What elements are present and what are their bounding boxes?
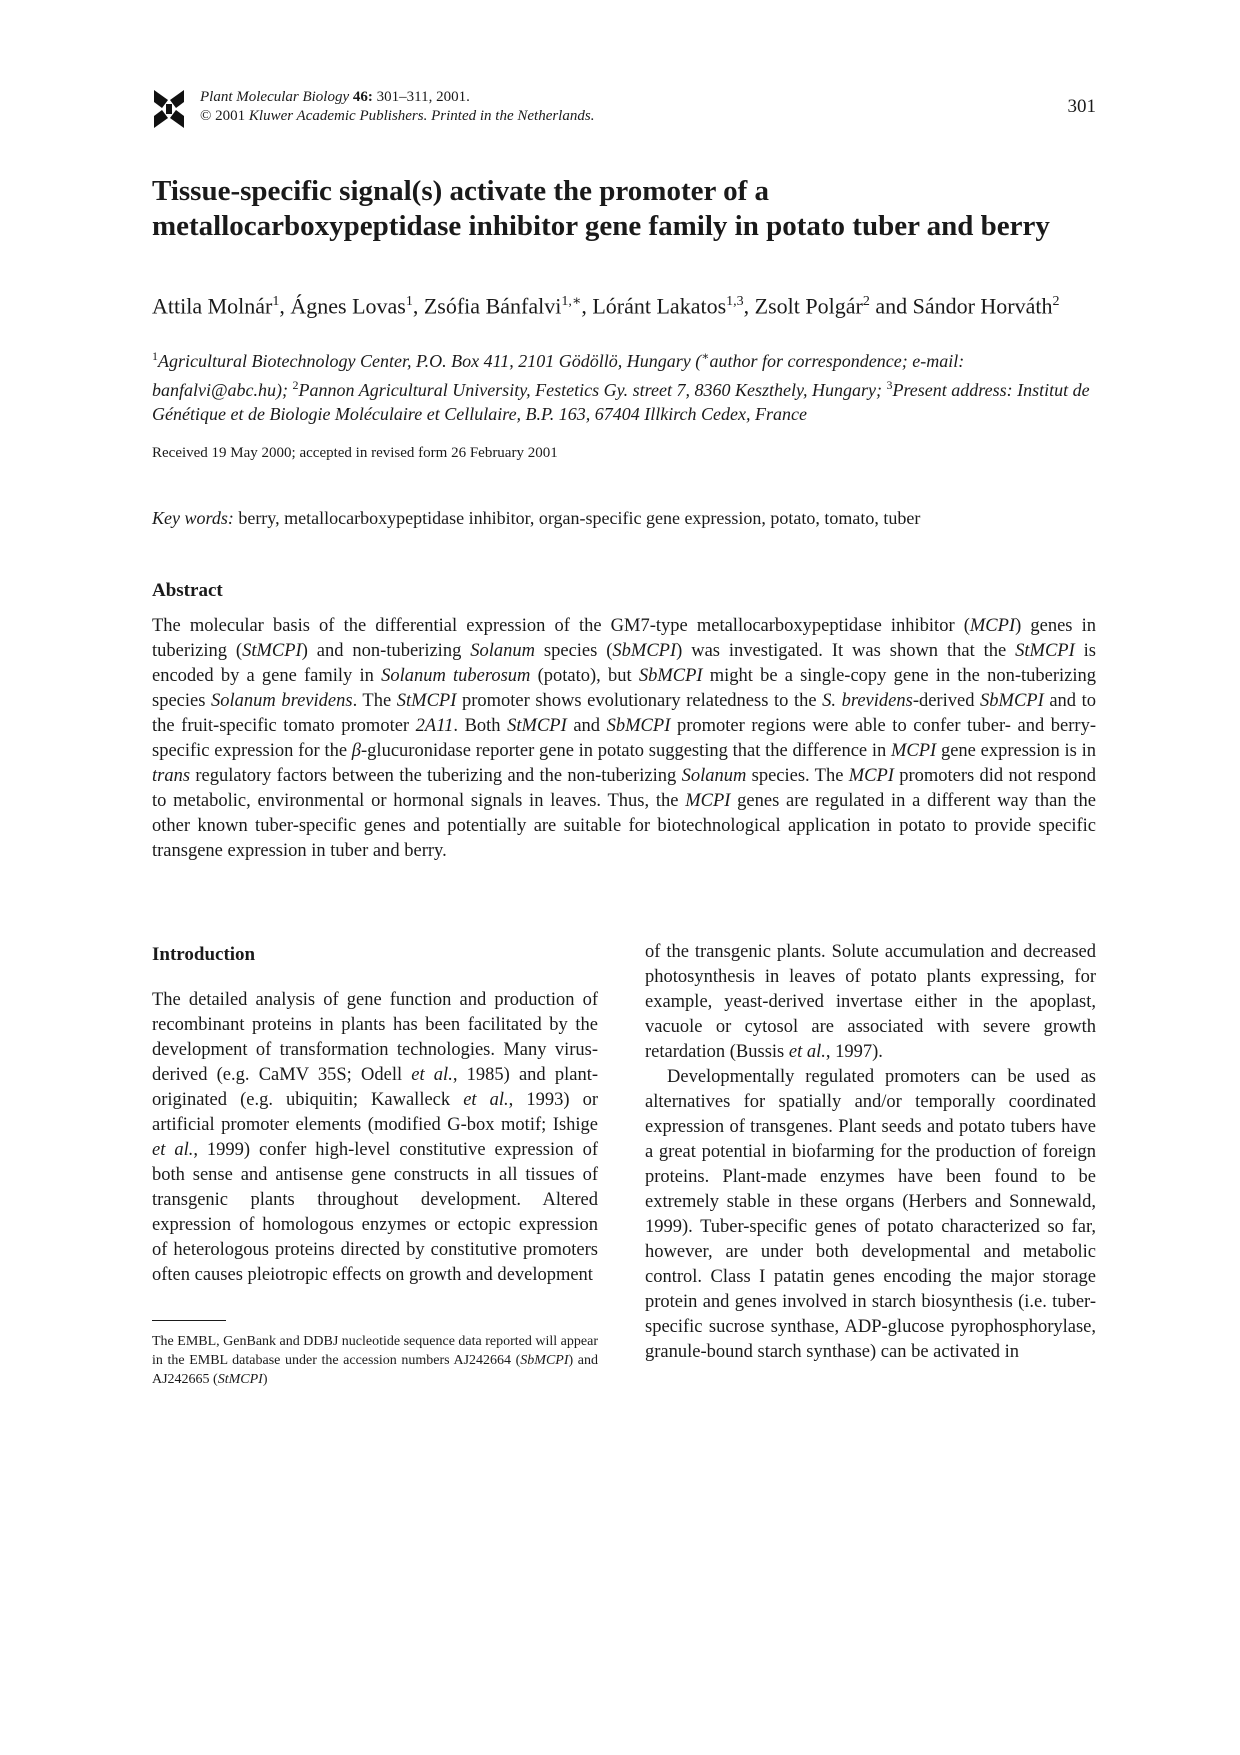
author-name: , Zsófia Bánfalvi: [412, 293, 562, 319]
abstract-text: and to the fruit-specific tomato promoter: [152, 691, 1096, 736]
abstract-italic: S. brevidens: [822, 691, 913, 711]
affil-sup: 2: [292, 378, 299, 392]
abstract-text: ) genes in tuberizing (: [152, 616, 1096, 661]
introduction-heading: Introduction: [152, 944, 256, 965]
affil-text: author for correspondence; e-mail: banfalvi@abc.hu);: [152, 351, 965, 400]
intro-paragraph: [645, 940, 1096, 1065]
abstract-italic: MCPI: [685, 791, 731, 811]
abstract-heading: Abstract: [152, 580, 223, 601]
abstract-italic: trans: [152, 766, 191, 786]
intro-text: , 1999) confer high-level constitutive expression of both sense and antisense gene constructs in all tissues of transgenic plants throughout development. Altered expression of homologous enzymes or ectopic expression of heterologous proteins directed by constitutive promoters often causes pleiotropic effects on growth and development: [152, 1140, 598, 1285]
affil-text: Agricultural Biotechnology Center, P.O. Box 411, 2101 Gödöllö, Hungary (: [158, 351, 702, 371]
abstract-italic: SbMCPI: [980, 691, 1044, 711]
title-line-2: metallocarboxypeptidase inhibitor gene family in potato tuber and berry: [152, 210, 1050, 242]
abstract-text: is encoded by a gene family in: [152, 641, 1097, 686]
journal-pages-year: 301–311, 2001.: [376, 89, 470, 105]
abstract-text: (potato), but: [530, 666, 639, 686]
abstract-text: gene expression is in: [936, 741, 1096, 761]
author-affil-sup: 1: [272, 294, 280, 309]
abstract-text: ) was investigated. It was shown that the: [676, 641, 1016, 661]
intro-text: , 1993) or artificial promoter elements (modified G-box motif; Ishige: [152, 1090, 598, 1135]
footnote-text: ): [262, 1372, 268, 1387]
abstract-italic: StMCPI: [507, 716, 567, 736]
author-name: Attila Molnár: [152, 293, 273, 319]
abstract-italic: StMCPI: [1015, 641, 1075, 661]
abstract-text: genes are regulated in a different way than the other known tuber-specific genes and potentially are suitable for biotechnological application in potato to provide specific transgene expression in tuber and berry.: [152, 791, 1096, 861]
paper-page: [152, 0, 1096, 1755]
footnote-text: ) and AJ242665 (: [152, 1353, 598, 1387]
abstract-text: and: [566, 716, 607, 736]
author-affil-sup: 1,3: [726, 294, 744, 309]
paper-title: [152, 174, 1096, 244]
abstract-italic: Solanum tuberosum: [381, 666, 531, 686]
abstract-italic: 2A11: [415, 716, 454, 736]
author-list: [152, 289, 1096, 319]
affil-sup: 1: [152, 349, 158, 363]
abstract-text: -derived: [912, 691, 981, 711]
abstract-text: promoter shows evolutionary relatedness to the: [456, 691, 823, 711]
footnote-text: The EMBL, GenBank and DDBJ nucleotide sequence data reported will appear in the EMBL database under the accession numbers AJ242664 (: [152, 1334, 598, 1368]
author-name: , Zsolt Polgár: [743, 293, 863, 319]
abstract-italic: StMCPI: [242, 641, 302, 661]
abstract-text: promoter regions were able to confer tuber- and berry-specific expression for the: [152, 716, 1096, 761]
title-line-1: Tissue-specific signal(s) activate the promoter of a: [152, 175, 769, 207]
abstract-text: The molecular basis of the differential expression of the GM7-type metallocarboxypeptidase inhibitor (: [152, 616, 970, 636]
abstract-italic: MCPI: [969, 616, 1016, 636]
author-affil-sup: 1,∗: [561, 294, 582, 309]
intro-text: , 1985) and plant-originated (e.g. ubiquitin; Kawalleck: [152, 1065, 598, 1110]
abstract-text: promoters did not respond to metabolic, environmental or hormonal signals in leaves. Thus, the: [152, 766, 1096, 811]
footnote-divider: [152, 1320, 226, 1321]
keywords-label: Key words:: [152, 508, 234, 528]
abstract-italic: MCPI: [891, 741, 937, 761]
footnote-italic: SbMCPI: [520, 1353, 569, 1368]
abstract-italic: StMCPI: [396, 691, 457, 711]
journal-header: [152, 88, 1096, 134]
keywords: [152, 508, 920, 529]
abstract-body: [152, 614, 1096, 864]
introduction-right-column: [645, 940, 1096, 1365]
author-affil-sup: 2: [862, 294, 870, 309]
abstract-italic: SbMCPI: [638, 666, 703, 686]
intro-text: , 1997).: [825, 1042, 883, 1062]
author-affil-sup: 1: [405, 294, 413, 309]
journal-volume: 46:: [352, 89, 373, 105]
intro-italic: et al.: [463, 1090, 509, 1110]
printed-in: Printed in the Netherlands.: [431, 108, 595, 124]
intro-text: of the transgenic plants. Solute accumulation and decreased photosynthesis in leaves of potato plants expressing, for example, yeast-derived invertase either in the apoplast, vacuole or cytosol are associated with severe growth retardation (Bussis: [645, 942, 1096, 1062]
intro-text: The detailed analysis of gene function and production of recombinant proteins in plants has been facilitated by the development of transformation technologies. Many virus-derived (e.g. CaMV 35S; Odell: [152, 990, 598, 1085]
abstract-italic: Solanum: [470, 641, 535, 661]
abstract-text: species (: [535, 641, 613, 661]
affil-star: ∗: [701, 349, 710, 363]
intro-italic: et al.: [411, 1065, 453, 1085]
journal-name: Plant Molecular Biology: [200, 89, 350, 105]
page-number: 301: [1067, 96, 1096, 117]
intro-paragraph: Developmentally regulated promoters can be used as alternatives for spatially and/or temporally coordinated expression of transgenes. Plant seeds and potato tubers have a great potential in biofarming for the production of foreign proteins. Plant-made enzymes have been found to be extremely stable in these organs (Herbers and Sonnewald, 1999). Tuber-specific genes of potato characterized so far, however, are under both developmental and metabolic control. Class I patatin genes encoding the major storage protein and genes involved in starch biosynthesis (i.e. tuber-specific sucrose synthase, ADP-glucose pyrophosphorylase, granule-bound starch synthase) can be activated in: [645, 1067, 1096, 1362]
author-affil-sup: 2: [1052, 294, 1060, 309]
abstract-italic: SbMCPI: [612, 641, 677, 661]
abstract-italic: MCPI: [848, 766, 894, 786]
journal-citation: [200, 88, 594, 126]
abstract-italic: β: [351, 741, 362, 761]
abstract-italic: SbMCPI: [606, 716, 671, 736]
affiliations: [152, 344, 1096, 426]
abstract-text: ) and non-tuberizing: [301, 641, 471, 661]
abstract-text: species. The: [746, 766, 849, 786]
abstract-text: . Both: [453, 716, 508, 736]
affil-text: Pannon Agricultural University, Festetics Gy. street 7, 8360 Keszthely, Hungary;: [298, 380, 887, 400]
keywords-text: berry, metallocarboxypeptidase inhibitor, organ-specific gene expression, potato, tomato, tuber: [233, 508, 921, 528]
abstract-text: -glucuronidase reporter gene in potato suggesting that the difference in: [361, 741, 891, 761]
publisher-name: Kluwer Academic Publishers.: [248, 108, 428, 124]
footnote-italic: StMCPI: [217, 1372, 263, 1387]
publisher-logo-icon: [152, 88, 186, 130]
intro-italic: et al.: [152, 1140, 194, 1160]
introduction-left-column: [152, 988, 598, 1288]
abstract-italic: Solanum brevidens: [211, 691, 353, 711]
affil-text: Present address: Institut de Génétique et de Biologie Moléculaire et Cellulaire, B.P. 163, 67404 Illkirch Cedex, France: [152, 380, 1090, 424]
affil-sup: 3: [886, 378, 893, 392]
received-dates: Received 19 May 2000; accepted in revised form 26 February 2001: [152, 445, 558, 461]
copyright: © 2001: [200, 108, 246, 124]
intro-italic: et al.: [788, 1042, 826, 1062]
author-name: , Lóránt Lakatos: [581, 293, 727, 319]
footnote: [152, 1332, 598, 1389]
author-name: , Ágnes Lovas: [279, 293, 406, 319]
abstract-text: might be a single-copy gene in the non-tuberizing species: [152, 666, 1096, 711]
abstract-text: regulatory factors between the tuberizing and the non-tuberizing: [190, 766, 682, 786]
author-name: and Sándor Horváth: [869, 293, 1053, 319]
abstract-italic: Solanum: [681, 766, 747, 786]
abstract-text: . The: [352, 691, 397, 711]
